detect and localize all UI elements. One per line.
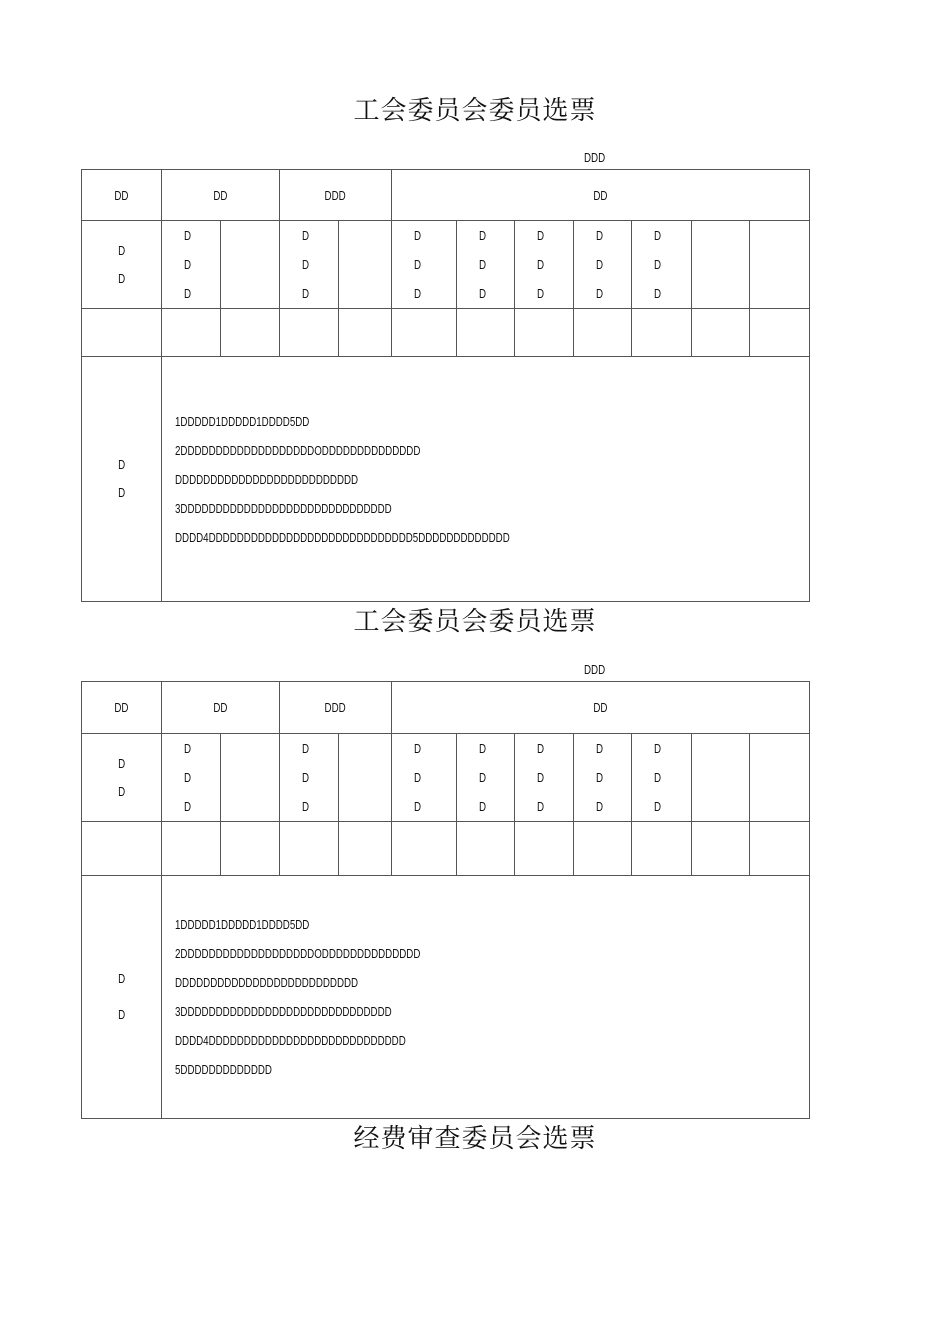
note-line: DDDD4DDDDDDDDDDDDDDDDDDDDDDDDDDDD xyxy=(175,1033,406,1048)
vote-cell[interactable] xyxy=(162,309,221,357)
vote-cell[interactable] xyxy=(221,221,280,309)
header-cell: DD xyxy=(162,682,280,734)
candidate-name: D D D xyxy=(280,221,339,309)
vote-cell[interactable] xyxy=(339,822,392,876)
ballot-title: 工会委员会委员选票 xyxy=(353,607,597,637)
header-cell: DDD xyxy=(280,682,392,734)
vote-cell[interactable] xyxy=(692,221,750,309)
vote-cell[interactable] xyxy=(339,221,392,309)
notes-label: D D xyxy=(82,357,162,602)
blank-cell xyxy=(82,309,162,357)
note-line: 3DDDDDDDDDDDDDDDDDDDDDDDDDDDDDD xyxy=(175,500,392,516)
vote-cell[interactable] xyxy=(221,309,280,357)
note-line: 5DDDDDDDDDDDDD xyxy=(175,1062,272,1077)
candidate-name: D D D xyxy=(574,734,632,822)
vote-cell[interactable] xyxy=(392,309,457,357)
vote-cell[interactable] xyxy=(750,221,810,309)
header-cell: DD xyxy=(392,170,810,221)
vote-cell[interactable] xyxy=(632,822,692,876)
header-cell: DD xyxy=(162,170,280,221)
ballot-table-2 xyxy=(81,681,809,1119)
candidate-name: D D D xyxy=(632,221,692,309)
candidate-name: D D D xyxy=(162,734,221,822)
vote-cell[interactable] xyxy=(339,734,392,822)
notes-cell xyxy=(162,357,810,602)
vote-cell[interactable] xyxy=(692,309,750,357)
candidate-name: D D D xyxy=(574,221,632,309)
ballot-number: DDD xyxy=(584,662,606,677)
candidate-name: D D D xyxy=(162,221,221,309)
vote-cell[interactable] xyxy=(280,309,339,357)
vote-cell[interactable] xyxy=(692,734,750,822)
blank-cell xyxy=(82,822,162,876)
note-line: DDDDDDDDDDDDDDDDDDDDDDDDDD xyxy=(175,975,359,990)
row-label: D D xyxy=(82,734,162,822)
vote-cell[interactable] xyxy=(457,309,515,357)
vote-cell[interactable] xyxy=(515,822,574,876)
notes-label: D D xyxy=(82,876,162,1119)
vote-cell[interactable] xyxy=(221,822,280,876)
vote-cell[interactable] xyxy=(339,309,392,357)
candidate-name: D D D xyxy=(457,734,515,822)
header-cell: DDD xyxy=(280,170,392,221)
note-line: 3DDDDDDDDDDDDDDDDDDDDDDDDDDDDDD xyxy=(175,1004,392,1019)
header-cell: DD xyxy=(82,682,162,734)
vote-cell[interactable] xyxy=(750,822,810,876)
vote-cell[interactable] xyxy=(392,822,457,876)
note-line: 1DDDDD1DDDDD1DDDD5DD xyxy=(175,413,310,429)
candidate-name: D D D xyxy=(392,734,457,822)
note-line: DDDD4DDDDDDDDDDDDDDDDDDDDDDDDDDDDD5DDDDDDDDDDDDD xyxy=(175,529,510,545)
vote-cell[interactable] xyxy=(750,734,810,822)
candidate-name: D D D xyxy=(457,221,515,309)
vote-cell[interactable] xyxy=(221,734,280,822)
candidate-name: D D D xyxy=(392,221,457,309)
notes-cell xyxy=(162,876,810,1119)
vote-cell[interactable] xyxy=(632,309,692,357)
note-line: DDDDDDDDDDDDDDDDDDDDDDDDDD xyxy=(175,471,359,487)
vote-cell[interactable] xyxy=(457,822,515,876)
note-line: 2DDDDDDDDDDDDDDDDDDDODDDDDDDDDDDDDD xyxy=(175,442,421,458)
header-cell: DD xyxy=(392,682,810,734)
vote-cell[interactable] xyxy=(750,309,810,357)
vote-cell[interactable] xyxy=(280,822,339,876)
ballot-table-1 xyxy=(81,169,809,602)
ballot-title: 工会委员会委员选票 xyxy=(353,96,597,126)
note-line: 1DDDDD1DDDDD1DDDD5DD xyxy=(175,917,310,932)
vote-cell[interactable] xyxy=(162,822,221,876)
vote-cell[interactable] xyxy=(692,822,750,876)
candidate-name: D D D xyxy=(280,734,339,822)
header-cell: DD xyxy=(82,170,162,221)
candidate-name: D D D xyxy=(632,734,692,822)
vote-cell[interactable] xyxy=(574,309,632,357)
candidate-name: D D D xyxy=(515,734,574,822)
vote-cell[interactable] xyxy=(515,309,574,357)
note-line: 2DDDDDDDDDDDDDDDDDDDODDDDDDDDDDDDDD xyxy=(175,946,421,961)
candidate-name: D D D xyxy=(515,221,574,309)
vote-cell[interactable] xyxy=(574,822,632,876)
row-label: D D xyxy=(82,221,162,309)
ballot-number: DDD xyxy=(584,150,606,165)
ballot-title: 经费审查委员会选票 xyxy=(353,1124,597,1154)
